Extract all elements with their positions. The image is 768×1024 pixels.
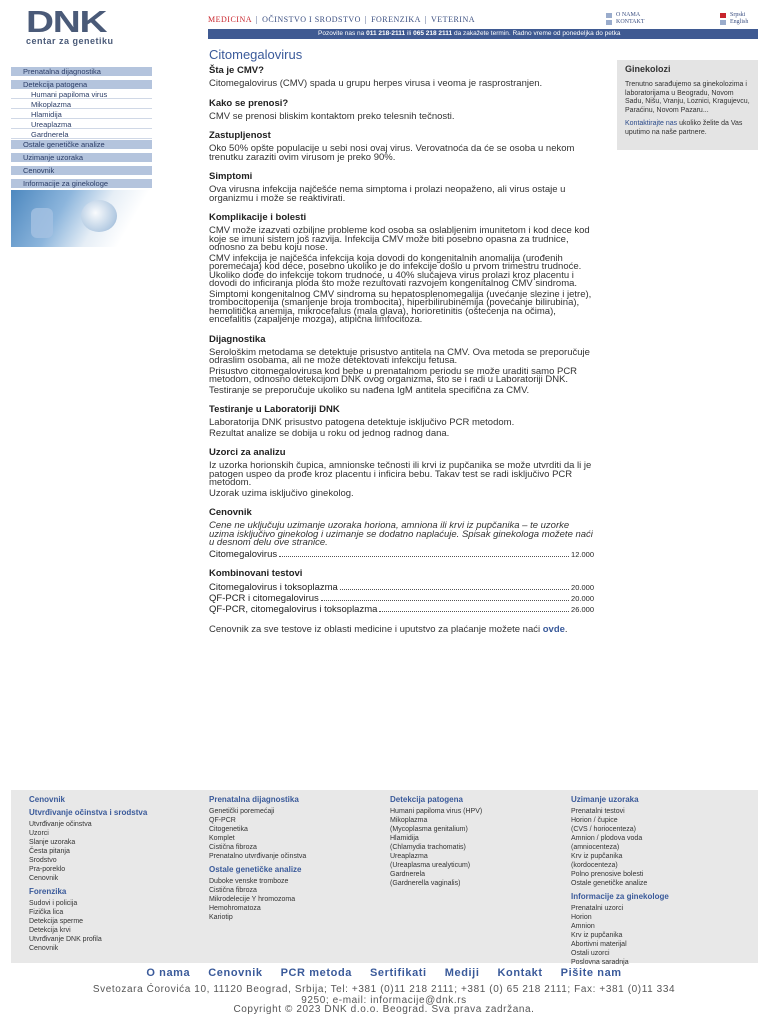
footer-link[interactable]: Hemohromatoza <box>209 905 261 912</box>
footer-link[interactable]: (Chlamydia trachomatis) <box>390 844 466 851</box>
footer-link[interactable]: Duboke venske tromboze <box>209 878 289 885</box>
footer-heading[interactable]: Cenovnik <box>29 795 66 804</box>
topnav-item[interactable]: VETERINA <box>431 15 476 24</box>
here-link[interactable]: ovde <box>542 623 565 635</box>
section-heading: Kako se prenosi? <box>209 97 289 109</box>
price-row <box>209 550 594 559</box>
article-section <box>209 447 594 498</box>
price-value: 12.000 <box>571 549 594 559</box>
footer-link[interactable]: Srodstvo <box>29 857 57 864</box>
sidebar-item[interactable]: Prenatalna dijagnostika <box>11 67 152 76</box>
footer-link[interactable]: Krv iz pupčanika <box>571 932 623 939</box>
paragraph: Simptomi kongenitalnog CMV sindroma su hepatosplenomegalija (uvećanje slezine i jetre), trombocitopenija (smanjenje broja trombocita), hiperbilirubinemija (povećanje bilirubina), hemolitička anemija, mikrocefalus (mala glava), horioretinitis (oštećenja na očima), encefalitis (zapaljenje mozga), atipična limfocitoza. <box>209 288 592 325</box>
square-icon <box>606 20 612 25</box>
topnav-item[interactable]: MEDICINA <box>208 15 252 24</box>
sidebar-item[interactable]: Detekcija patogena <box>11 80 152 89</box>
footer-link[interactable]: Amnion <box>571 923 595 930</box>
footer-column-1 <box>29 796 204 953</box>
sidebar-item[interactable]: Humani papiloma virus <box>11 90 152 99</box>
nav-separator: | <box>424 15 428 24</box>
paragraph: Uzorak uzima isključivo ginekolog. <box>209 487 354 499</box>
footer-link[interactable]: Genetički poremećaji <box>209 808 275 815</box>
footer-link[interactable]: Mikrodelecije Y hromozoma <box>209 896 296 903</box>
topnav-item[interactable]: FORENZIKA <box>371 15 421 24</box>
footer-link[interactable]: Prenatalno utvrđivanje očinstva <box>209 853 307 860</box>
paragraph: Ova virusna infekcija najčešće nema simptoma i prolazi neopaženo, ali virus ostaje u organizmu i može se reaktivirati. <box>209 184 566 204</box>
laboratory-photo <box>11 190 152 247</box>
footer-link[interactable]: Česta pitanja <box>29 848 70 855</box>
price-list <box>209 583 594 614</box>
nav-separator: | <box>364 15 368 24</box>
section-heading: Dijagnostika <box>209 333 266 345</box>
footer-link[interactable]: Ostale genetičke analize <box>571 880 648 887</box>
bottom-nav-link[interactable]: PCR metoda <box>280 967 352 979</box>
footer-link[interactable]: Horion <box>571 914 592 921</box>
site-footer <box>11 790 758 966</box>
footer-heading[interactable]: Detekcija patogena <box>390 795 463 804</box>
footer-heading[interactable]: Utvrđivanje očinstva i srodstva <box>29 808 148 817</box>
footer-link[interactable]: Citogenetika <box>209 826 248 833</box>
box-title: Ginekolozi <box>625 64 671 74</box>
paragraph: Laboratorija DNK prisustvo patogena detektuje isključivo PCR metodom. <box>209 417 515 428</box>
paragraph: Oko 50% opšte populacije u sebi nosi ovaj virus. Verovatnoća da će se osoba u nekom trenutku zaraziti ovim virusom je preko 90%. <box>209 143 575 163</box>
footer-link[interactable]: Detekcija sperme <box>29 918 84 925</box>
main-content <box>209 48 594 643</box>
footer-link[interactable]: Pra-poreklo <box>29 866 66 873</box>
footer-link[interactable]: Slanje uzoraka <box>29 839 76 846</box>
article-section <box>209 334 594 396</box>
dot-leader <box>279 556 569 557</box>
footer-link[interactable]: Prenatalni uzorci <box>571 905 624 912</box>
bottom-nav-link[interactable]: Pišite nam <box>560 967 622 979</box>
price-label: Citomegalovirus <box>209 548 278 560</box>
footer-link[interactable]: Amnion / plodova voda <box>571 835 643 842</box>
sidebar-item[interactable]: Uzimanje uzoraka <box>11 153 152 162</box>
footer-link[interactable]: Sudovi i policija <box>29 900 78 907</box>
paragraph: Testiranje se preporučuje ukoliko su nađena IgM antitela specifična za CMV. <box>209 384 530 396</box>
article-sections <box>209 65 594 498</box>
bottom-nav-link[interactable]: Cenovnik <box>208 967 263 979</box>
about-link[interactable]: O NAMA <box>606 12 640 18</box>
page-title: Citomegalovirus <box>209 47 303 62</box>
nav-separator: | <box>256 15 259 24</box>
price-label: QF-PCR i citomegalovirus <box>209 592 319 604</box>
price-value: 26.000 <box>571 604 594 614</box>
footer-link[interactable]: Cistična fibroza <box>209 844 257 851</box>
footer-column-4 <box>571 796 746 967</box>
paragraph: CMV može izazvati ozbiljne probleme kod osoba sa oslabljenim imunitetom i kod dece kod koje se imuni sistem još razvija. Infekcija CMV može biti posebno opasna za trudnice, odnosno za bebu koju nose. <box>209 225 590 253</box>
footer-link[interactable]: Gardnerela <box>390 871 426 878</box>
paragraph: Serološkim metodama se detektuje prisustvo antitela na CMV. Ova metoda se preporučuje odraslim osobama, ali ne može detektovati infekciju fetusa. <box>209 346 590 366</box>
call-bar: Pozovite nas na 011 218-2111 ili 065 218 2111 da zakažete termin. Radno vreme od ponedeljka do petka <box>208 29 758 39</box>
footer-link[interactable]: Komplet <box>209 835 235 842</box>
footer-link[interactable]: Utvrđivanje DNK profila <box>29 936 102 943</box>
footer-heading[interactable]: Ostale genetičke analize <box>209 865 302 874</box>
footer-link[interactable]: Fizička lica <box>29 909 64 916</box>
sidebar-item[interactable]: Gardnerela <box>11 130 152 139</box>
phone-number-1[interactable]: 011 218-2111 <box>366 30 406 37</box>
footer-link[interactable]: Mikoplazma <box>390 817 428 824</box>
footer-link[interactable]: QF-PCR <box>209 817 236 824</box>
price-label: QF-PCR, citomegalovirus i toksoplazma <box>209 603 378 615</box>
sidebar-item[interactable]: Ureaplazma <box>11 120 152 129</box>
footer-link[interactable]: Krv iz pupčanika <box>571 853 623 860</box>
footer-link[interactable]: (Gardnerella vaginalis) <box>390 880 461 887</box>
sidebar-item[interactable]: Mikoplazma <box>11 100 152 109</box>
footer-link[interactable]: Poslovna saradnja <box>571 959 629 966</box>
price-row <box>209 583 594 592</box>
contact-us-link[interactable]: Kontaktirajte nas <box>625 120 678 127</box>
article-section <box>209 65 594 89</box>
dot-leader <box>340 589 569 590</box>
footer-link[interactable]: (CVS / horiocenteza) <box>571 826 636 833</box>
site-logo[interactable] <box>26 4 138 46</box>
footer-heading[interactable]: Uzimanje uzoraka <box>571 795 639 804</box>
topnav-item[interactable]: OČINSTVO I SRODSTVO <box>262 15 361 24</box>
sidebar-item[interactable]: Cenovnik <box>11 166 152 175</box>
square-icon <box>606 13 612 18</box>
bottom-navigation <box>0 967 768 979</box>
footer-link[interactable]: Cistična fibroza <box>209 887 257 894</box>
box-text: Trenutno sarađujemo sa ginekolozima i laboratorijama u Beogradu, Novom Sadu, Nišu, Vranju, Loznici, Kragujevcu, Paraćinu, Novom Pazaru... <box>625 81 750 114</box>
price-label: Citomegalovirus i toksoplazma <box>209 581 338 593</box>
gynecologists-box: Ginekolozi Trenutno sarađujemo sa ginekolozima i laboratorijama u Beogradu, Novom Sadu, Nišu, Vranju, Loznici, Kragujevcu, Paraćinu, Novom Pazaru... Kontaktirajte nas ukoliko želite da Vas uputimo na naše partnere. <box>617 60 758 150</box>
language-english[interactable]: English <box>720 19 748 25</box>
footer-link[interactable]: Polno prenosive bolesti <box>571 871 644 878</box>
section-combined-tests <box>209 568 594 614</box>
dot-leader <box>321 600 569 601</box>
footer-link[interactable]: Cenovnik <box>29 875 59 882</box>
footer-link[interactable]: (Ureaplasma urealyticum) <box>390 862 471 869</box>
top-navigation <box>208 15 475 24</box>
footer-heading[interactable]: Informacije za ginekologe <box>571 892 669 901</box>
closing-note: Cenovnik za sve testove iz oblasti medicine i uputstvo za plaćanje možete naći ovde. <box>209 623 568 635</box>
sidebar-item[interactable]: Ostale genetičke analize <box>11 140 152 149</box>
article-section <box>209 98 594 122</box>
phone-number-2[interactable]: 065 218 2111 <box>413 30 453 37</box>
copyright: Copyright © 2023 DNK d.o.o. Beograd. Sva prava zadržana. <box>233 1004 535 1015</box>
section-heading: Simptomi <box>209 171 253 182</box>
footer-link[interactable]: Abortivni materijal <box>571 941 627 948</box>
footer-link[interactable]: Horion / čupice <box>571 817 618 824</box>
test-tube-shape <box>31 208 53 238</box>
section-heading: Cenovnik <box>209 507 252 518</box>
article-section <box>209 130 594 162</box>
footer-link[interactable]: Detekcija krvi <box>29 927 71 934</box>
footer-link[interactable]: Cenovnik <box>29 945 59 952</box>
section-cenovnik <box>209 507 594 559</box>
email-link[interactable]: informacije@dnk.rs <box>370 995 467 1006</box>
paragraph: CMV infekcija je najčešća infekcija koja dovodi do kongenitalnih anomalija (urođenih poremećaja) kod dece, posebno ukoliko je do infekcije došlo u prvom trimestru trudnoće. Ukoliko dođe do infekcije tokom trudnoće, u 40% slučajeva virus prolazi kroz placentu i dovodi do inficiranja ploda što može rezultovati razvojem kongenitalnog CMV sindroma. <box>209 252 582 289</box>
footer-link[interactable]: (amniocenteza) <box>571 844 620 851</box>
footer-link[interactable]: Kariotip <box>209 914 233 921</box>
footer-heading[interactable]: Forenzika <box>29 887 67 896</box>
bottom-nav-link[interactable]: Sertifikati <box>369 967 427 979</box>
sidebar-navigation <box>11 67 152 189</box>
paragraph: CMV se prenosi bliskim kontaktom preko telesnih tečnosti. <box>209 110 455 122</box>
price-list <box>209 550 594 559</box>
flag-icon <box>720 13 726 18</box>
footer-column-3 <box>390 796 565 888</box>
footer-link[interactable]: (kordocenteza) <box>571 862 618 869</box>
footer-link[interactable]: Utvrđivanje očinstva <box>29 821 92 828</box>
footer-link[interactable]: Ostali uzorci <box>571 950 610 957</box>
section-heading: Zastupljenost <box>209 130 271 141</box>
flag-icon <box>720 20 726 25</box>
logo-tagline: centar za genetiku <box>26 36 114 46</box>
footer-column-2 <box>209 796 384 922</box>
article-section <box>209 404 594 438</box>
section-heading: Šta je CMV? <box>209 65 264 76</box>
price-value: 20.000 <box>571 582 594 592</box>
paragraph: Iz uzorka horionskih čupica, amnionske tečnosti ili krvi iz pupčanika se može utvrditi da li je patogen uspeo da prođe kroz placentu i inficira bebu. Takav test se radi isključivo PCR metodom. <box>209 460 592 488</box>
sidebar-item[interactable]: Hlamidija <box>11 110 152 119</box>
section-heading: Testiranje u Laboratoriji DNK <box>209 404 340 415</box>
address-block: Svetozara Ćorovića 10, 11120 Beograd, Srbija; Tel: +381 (0)11 218 2111; +381 (0) 65 218 2111; Fax: +381 (0)11 334 9250; e-mail: informacije@dnk.rs <box>92 984 676 1006</box>
price-row <box>209 594 594 603</box>
footer-link[interactable]: Uzorci <box>29 830 49 837</box>
bottom-nav-link[interactable]: Mediji <box>444 967 480 979</box>
contact-link[interactable]: KONTAKT <box>606 19 645 25</box>
paragraph: Prisustvo citomegalovirusa kod bebe u prenatalnom periodu se može uraditi samo PCR metodom, odnosno detekcijom DNK ovog organizma, što se i radi u Laboratoriji DNK. <box>209 365 578 385</box>
logo-text: DNK <box>26 4 107 39</box>
price-value: 20.000 <box>571 593 594 603</box>
section-heading: Uzorci za analizu <box>209 447 286 458</box>
section-heading: Komplikacije i bolesti <box>209 212 307 223</box>
footer-link[interactable]: Hlamidija <box>390 835 419 842</box>
paragraph: Citomegalovirus (CMV) spada u grupu herpes virusa i veoma je rasprostranjen. <box>209 78 543 89</box>
footer-heading[interactable]: Prenatalna dijagnostika <box>209 795 299 804</box>
price-row <box>209 605 594 614</box>
dot-leader <box>379 611 569 612</box>
footer-link[interactable]: Humani papiloma virus (HPV) <box>390 808 483 815</box>
microscope-lens-shape <box>81 200 117 232</box>
language-serbian[interactable]: Srpski <box>720 12 745 18</box>
price-note: Cene ne uključuju uzimanje uzoraka horiona, amniona ili krvi iz pupčanika – te uzorke uzima isključivo ginekolog i uzimanje se dodatno naplaćuje. Spisak ginekologa možete naći u desnom delu ove stranice. <box>209 520 593 548</box>
footer-link[interactable]: Ureaplazma <box>390 853 428 860</box>
bottom-nav-link[interactable]: O nama <box>146 967 191 979</box>
footer-link[interactable]: Prenatalni testovi <box>571 808 625 815</box>
article-section <box>209 171 594 203</box>
footer-link[interactable]: (Mycoplasma genitalium) <box>390 826 468 833</box>
article-section <box>209 212 594 325</box>
bottom-nav-link[interactable]: Kontakt <box>497 967 543 979</box>
paragraph: Rezultat analize se dobija u roku od jednog radnog dana. <box>209 427 450 439</box>
sidebar-item[interactable]: Informacije za ginekologe <box>11 179 152 188</box>
section-heading: Kombinovani testovi <box>209 567 303 579</box>
